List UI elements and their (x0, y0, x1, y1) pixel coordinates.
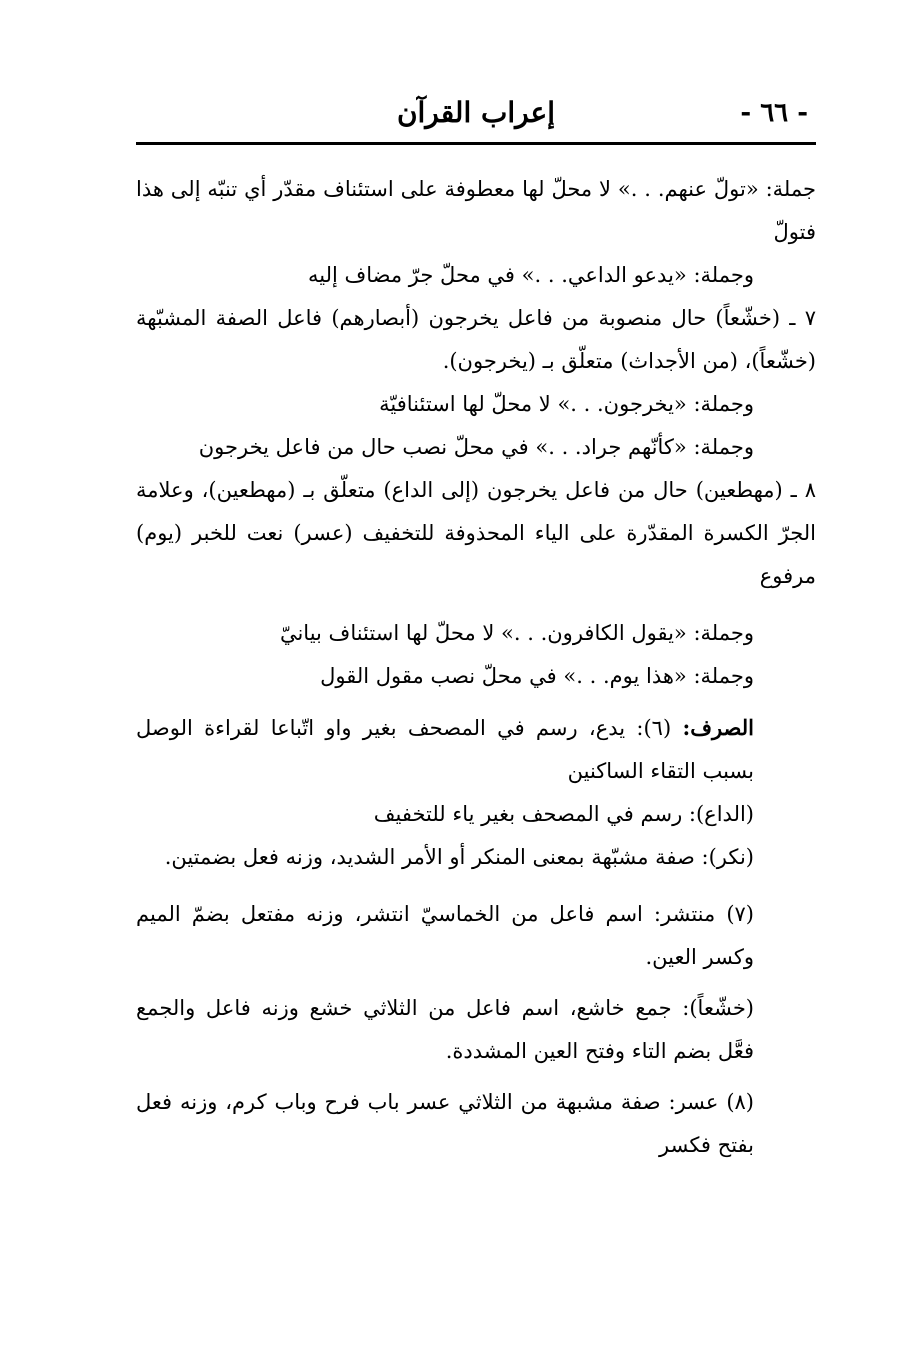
header-divider (136, 142, 816, 145)
paragraph-sentence-yaqulu: وجملة: «يقول الكافرون. . .» لا محلّ لها استئناف بيانيّ (279, 621, 754, 645)
paragraph-verse-8: ٨ ـ (مهطعين) حال من فاعل يخرجون (إلى الداع) متعلّق بـ (مهطعين)، وعلامة الجرّ الكسرة المقدّرة على الياء المحذوفة للتخفيف (عسر) نعت للخبر (يوم) مرفوع (136, 478, 816, 588)
sarf-heading: الصرف: (682, 715, 754, 740)
sarf-text: (٦): يدع، رسم في المصحف بغير واو اتّباعا لقراءة الوصل بسبب التقاء الساكنين (136, 716, 754, 783)
paragraph-ad-daa: (الداع): رسم في المصحف بغير ياء للتخفيف (373, 802, 754, 826)
paragraph-sentence-kaannahum: وجملة: «كأنّهم جراد. . .» في محلّ نصب حال من فاعل يخرجون (198, 435, 754, 459)
page-title: إعراب القرآن (396, 96, 556, 129)
paragraph-verse-7: ٧ ـ (خشّعاً) حال منصوبة من فاعل يخرجون (أبصارهم) فاعل الصفة المشبّهة (خشّعاً)، (من الأجداث) متعلّق بـ (يخرجون). (136, 306, 816, 373)
page-number: - ٦٦ - (740, 98, 808, 128)
paragraph-sentence-yakhrujun: وجملة: «يخرجون. . .» لا محلّ لها استئنافيّة (379, 392, 754, 416)
paragraph-nukur: (نكر): صفة مشبّهة بمعنى المنكر أو الأمر الشديد، وزنه فعل بضمتين. (164, 845, 754, 869)
page-header (136, 92, 816, 138)
paragraph-sarf (136, 706, 816, 793)
paragraph-usr: (٨) عسر: صفة مشبهة من الثلاثي عسر باب فرح وباب كرم، وزنه فعل بفتح فكسر (136, 1090, 754, 1157)
paragraph-sentence-tawalla: جملة: «تولّ عنهم. . .» لا محلّ لها معطوفة على استئناف مقدّر أي تنبّه إلى هذا فتولّ (136, 177, 816, 244)
paragraph-khushshaan: (خشّعاً): جمع خاشع، اسم فاعل من الثلاثي خشع وزنه فاعل والجمع فعَّل بضم التاء وفتح العين المشددة. (136, 996, 754, 1063)
paragraph-sentence-hadha-yawm: وجملة: «هذا يوم. . .» في محلّ نصب مقول القول (320, 664, 754, 688)
paragraph-muntashir: (٧) منتشر: اسم فاعل من الخماسيّ انتشر، وزنه مفتعل بضمّ الميم وكسر العين. (136, 902, 754, 969)
page-body (136, 168, 816, 1167)
paragraph-sentence-yadu: وجملة: «يدعو الداعي. . .» في محلّ جرّ مضاف إليه (308, 263, 754, 287)
